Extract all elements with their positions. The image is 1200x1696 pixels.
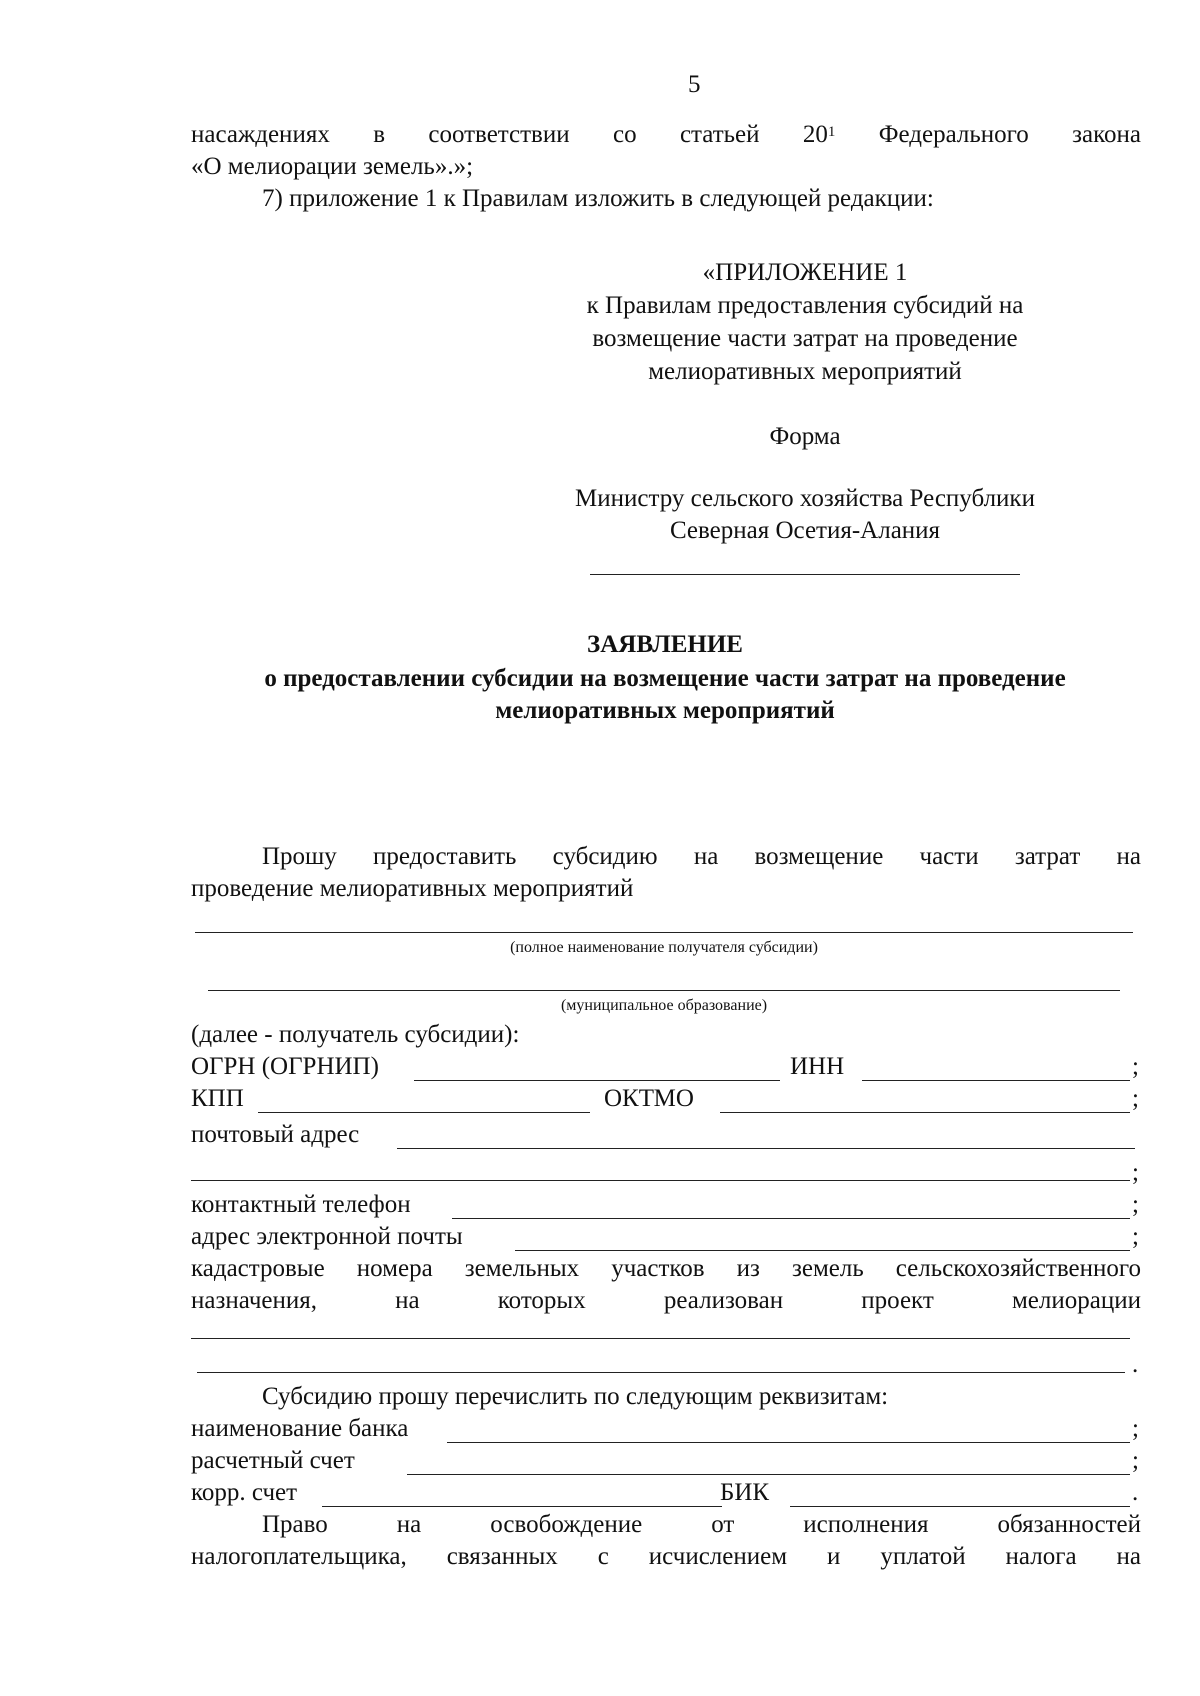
postal-address-line-2 [191,1180,1130,1181]
right-word: исполнения [803,1511,929,1538]
article-number: $20^1$ [802,121,836,148]
kpp-label: КПП [191,1085,244,1112]
right-word: уплатой [880,1543,966,1570]
cadastral-line-blank-2 [197,1372,1125,1373]
request-word: возмещение [754,843,884,870]
cadastral-word: кадастровые [191,1255,325,1282]
cadastral-word: земель [791,1255,864,1282]
intro-word: насаждениях [191,121,330,148]
semicolon: ; [1132,1447,1139,1474]
intro-word: соответствии [428,121,570,148]
form-label: Форма [769,423,841,450]
right-word: обязанностей [997,1511,1141,1538]
cadastral-word: реализован [663,1287,784,1314]
right-word: на [1116,1543,1141,1570]
request-line-1 [262,842,1141,872]
semicolon: ; [1132,1223,1139,1250]
right-word: исчислением [648,1543,788,1570]
intro-word: статьей [679,121,760,148]
intro-word: закона [1072,121,1141,148]
phone-label: контактный телефон [191,1191,411,1218]
right-line-1 [262,1510,1141,1540]
bik-label: БИК [720,1479,770,1506]
request-word: на [1116,843,1141,870]
cadastral-word: мелиорации [1011,1287,1141,1314]
intro-word: Федерального [878,121,1029,148]
inn-label: ИНН [790,1053,845,1080]
appendix-block [540,256,1070,388]
recipient-note: (далее - получатель субсидии): [191,1021,520,1048]
oktmo-label: ОКТМО [604,1085,694,1112]
bank-name-label: наименование банка [191,1415,409,1442]
request-word: Прошу [262,843,337,870]
cadastral-word: участков [611,1255,705,1282]
municipality-caption: (муниципальное образование) [560,997,768,1014]
account-line [407,1474,1130,1475]
oktmo-line [720,1112,1130,1113]
page-number: 5 [688,71,701,98]
intro-line-3: 7) приложение 1 к Правилам изложить в следующей редакции: [262,185,934,212]
right-word: и [827,1543,841,1570]
bik-line [790,1506,1130,1507]
bank-intro: Субсидию прошу перечислить по следующим реквизитам: [262,1383,889,1410]
cadastral-word: из [736,1255,760,1282]
article-superscript: 1 [827,124,836,140]
cadastral-word: проект [861,1287,934,1314]
intro-line-1 [191,120,1141,150]
cadastral-word: сельскохозяйственного [895,1255,1141,1282]
appendix-line-1: к Правилам предоставления субсидий на [586,292,1024,319]
addressee-signature-line [590,574,1020,575]
intro-word: в [373,121,385,148]
semicolon: ; [1132,1085,1139,1112]
period: . [1132,1479,1139,1506]
intro-line-2: «О мелиорации земель».»; [191,153,474,180]
statement-subtitle-1: о предоставлении субсидии на возмещение части затрат на проведение [264,665,1066,692]
request-word: затрат [1014,843,1081,870]
addressee-line-2: Северная Осетия-Алания [669,517,941,544]
cadastral-word: назначения, [191,1287,318,1314]
right-word: освобождение [490,1511,643,1538]
cadastral-line-1 [191,1254,1141,1284]
inn-line [862,1080,1130,1081]
recipient-name-line [195,932,1133,933]
account-label: расчетный счет [191,1447,355,1474]
right-word: от [711,1511,735,1538]
right-line-2 [191,1542,1141,1572]
ogrn-line [414,1080,780,1081]
appendix-line-3: мелиоративных мероприятий [648,358,962,385]
request-word: на [693,843,719,870]
postal-address-label: почтовый адрес [191,1121,360,1148]
cadastral-word: номера [356,1255,433,1282]
period: . [1132,1351,1139,1378]
phone-line [452,1218,1130,1219]
right-word: налога [1005,1543,1077,1570]
appendix-line-2: возмещение части затрат на проведение [592,325,1018,352]
corr-account-label: корр. счет [191,1479,298,1506]
right-word: связанных [446,1543,558,1570]
statement-title: ЗАЯВЛЕНИЕ [587,631,743,658]
intro-word: со [612,121,637,148]
request-line-2: проведение мелиоративных мероприятий [191,875,634,902]
statement-subtitle-2: мелиоративных мероприятий [495,697,835,724]
cadastral-word: на [395,1287,420,1314]
addressee-line-1: Министру сельского хозяйства Республики [575,485,1035,512]
kpp-line [258,1112,590,1113]
request-word: субсидию [552,843,658,870]
appendix-title: «ПРИЛОЖЕНИЕ 1 [702,259,908,286]
right-word: с [597,1543,609,1570]
right-word: налогоплательщика, [191,1543,407,1570]
request-word: части [919,843,979,870]
postal-address-line [397,1148,1135,1149]
cadastral-word: которых [497,1287,586,1314]
right-word: Право [262,1511,328,1538]
semicolon: ; [1132,1415,1139,1442]
email-line [515,1250,1130,1251]
cadastral-word: земельных [464,1255,580,1282]
semicolon: ; [1132,1053,1139,1080]
semicolon: ; [1132,1159,1139,1186]
municipality-line [208,990,1120,991]
cadastral-line-2 [191,1286,1141,1316]
bank-name-line [447,1442,1130,1443]
request-word: предоставить [373,843,517,870]
corr-account-line [322,1506,722,1507]
recipient-name-caption: (полное наименование получателя субсидии) [510,939,818,956]
cadastral-line-blank-1 [191,1338,1130,1339]
email-label: адрес электронной почты [191,1223,463,1250]
semicolon: ; [1132,1191,1139,1218]
right-word: на [396,1511,422,1538]
ogrn-label: ОГРН (ОГРНИП) [191,1053,379,1080]
